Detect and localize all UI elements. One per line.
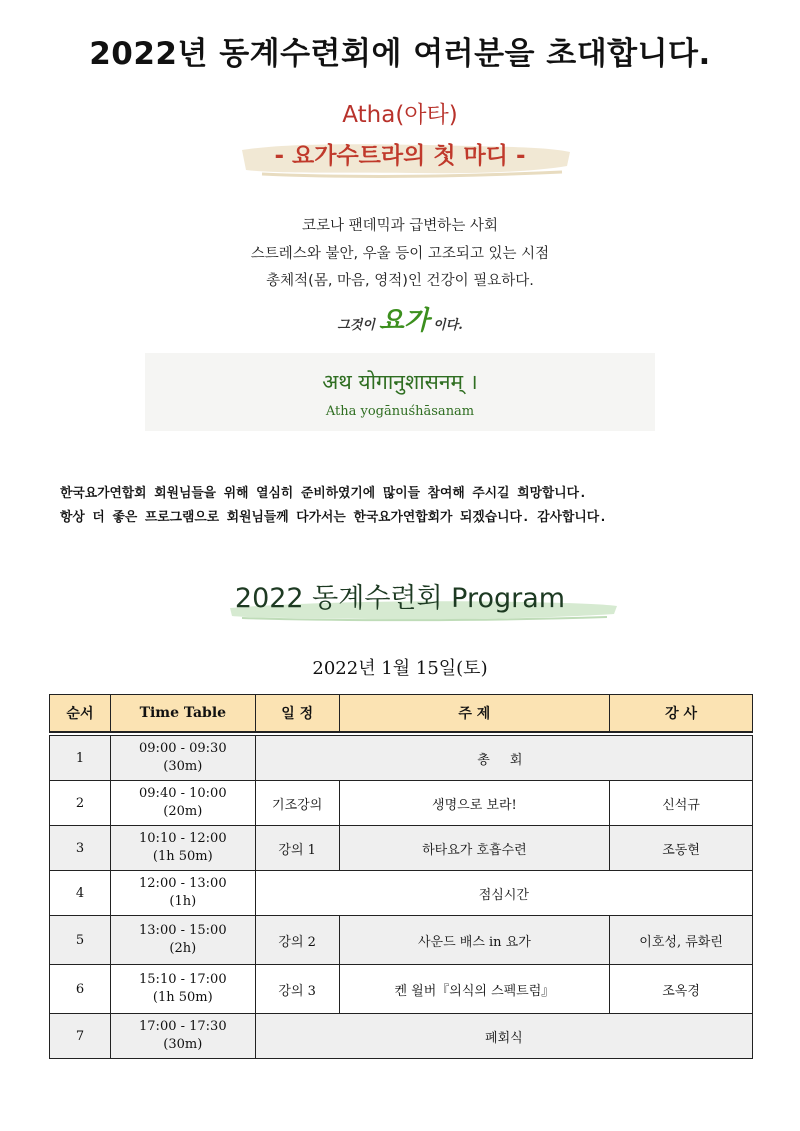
row-time (110, 736, 255, 781)
intro-line-3: 총체적(몸, 마음, 영적)인 건강이 필요하다. (266, 273, 534, 289)
row-type: 강의 1 (255, 826, 339, 871)
time-range: 09:00 - 09:30 (139, 741, 227, 756)
header-topic: 주 제 (339, 695, 610, 733)
atha-title: Atha(아타) (342, 102, 458, 128)
row-topic: 생명으로 보라! (339, 781, 610, 826)
row-speaker: 신석규 (610, 781, 753, 826)
header-time: Time Table (110, 695, 255, 733)
time-duration: (1h 50m) (152, 990, 213, 1005)
row-order: 2 (50, 781, 111, 826)
row-time (110, 826, 255, 871)
table-row (50, 826, 753, 871)
row-time (110, 871, 255, 916)
message-line-1: 한국요가연합회 회원님들을 위해 열심히 준비하였기에 많이들 참여해 주시길 희망합니다. (60, 486, 587, 501)
row-topic: 하타요가 호흡수련 (339, 826, 610, 871)
sanskrit-devanagari: अथ योगानुशासनम् । (322, 370, 478, 394)
row-order: 7 (50, 1014, 111, 1059)
row-order: 4 (50, 871, 111, 916)
time-range: 13:00 - 15:00 (139, 923, 227, 938)
calligraphy-post: 이다. (433, 318, 463, 333)
program-date: 2022년 1월 15일(토) (312, 658, 488, 679)
row-time (110, 965, 255, 1014)
row-speaker: 이호성, 류화린 (610, 916, 753, 965)
table-header-row (50, 695, 753, 733)
time-duration: (30m) (163, 1037, 203, 1052)
calligraphy-main: 요가 (378, 306, 430, 336)
table-row (50, 916, 753, 965)
row-topic: 사운드 배스 in 요가 (339, 916, 610, 965)
message-line-2: 항상 더 좋은 프로그램으로 회원님들께 다가서는 한국요가연합회가 되겠습니다. 감사합니다. (60, 510, 607, 525)
header-type: 일 정 (255, 695, 339, 733)
row-topic: 켄 윌버『의식의 스펙트럼』 (339, 965, 610, 1014)
row-merged: 폐회식 (255, 1014, 752, 1059)
row-order: 5 (50, 916, 111, 965)
table-row (50, 871, 753, 916)
row-type: 강의 2 (255, 916, 339, 965)
row-speaker: 조옥경 (610, 965, 753, 1014)
row-merged: 총 회 (255, 736, 752, 781)
row-time (110, 781, 255, 826)
time-duration: (20m) (163, 804, 203, 819)
time-range: 10:10 - 12:00 (139, 831, 227, 846)
header-order: 순서 (50, 695, 111, 733)
time-range: 17:00 - 17:30 (139, 1019, 227, 1034)
calligraphy-pre: 그것이 (337, 318, 375, 333)
row-type: 강의 3 (255, 965, 339, 1014)
header-speaker: 강 사 (610, 695, 753, 733)
main-title: 2022년 동계수련회에 여러분을 초대합니다. (89, 36, 711, 72)
row-speaker: 조동현 (610, 826, 753, 871)
row-order: 6 (50, 965, 111, 1014)
time-duration: (1h) (169, 894, 197, 909)
intro-line-2: 스트레스와 불안, 우울 등이 고조되고 있는 시점 (250, 246, 550, 262)
row-time (110, 916, 255, 965)
row-type: 기조강의 (255, 781, 339, 826)
table-row (50, 736, 753, 781)
intro-line-1: 코로나 팬데믹과 급변하는 사회 (302, 218, 498, 234)
time-duration: (1h 50m) (152, 849, 213, 864)
subtitle: - 요가수트라의 첫 마디 - (274, 143, 526, 169)
row-time (110, 1014, 255, 1059)
time-range: 12:00 - 13:00 (139, 876, 227, 891)
row-merged: 점심시간 (255, 871, 752, 916)
table-row (50, 1014, 753, 1059)
time-duration: (30m) (163, 759, 203, 774)
row-order: 3 (50, 826, 111, 871)
table-row (50, 781, 753, 826)
time-range: 15:10 - 17:00 (139, 972, 227, 987)
program-title: 2022 동계수련회 Program (234, 583, 566, 614)
row-order: 1 (50, 736, 111, 781)
time-range: 09:40 - 10:00 (139, 786, 227, 801)
calligraphy-phrase (0, 300, 800, 337)
sanskrit-transliteration: Atha yogānuśhāsanam (325, 404, 475, 419)
schedule-table (49, 694, 753, 1059)
time-duration: (2h) (169, 941, 197, 956)
table-row (50, 965, 753, 1014)
